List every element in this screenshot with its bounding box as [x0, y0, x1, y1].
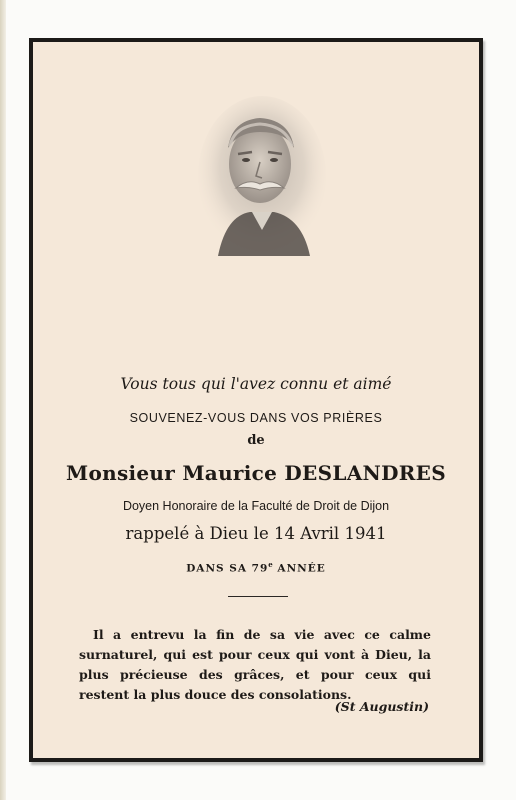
- deceased-name: Monsieur Maurice DESLANDRES: [66, 461, 446, 485]
- de-line: de: [247, 433, 265, 448]
- prayer-line: SOUVENEZ-VOUS DANS VOS PRIÈRES: [129, 411, 383, 425]
- age-suffix: ANNÉE: [277, 562, 326, 575]
- remembrance-line: Vous tous qui l'avez connu et aimé: [120, 375, 392, 393]
- death-date-line: rappelé à Dieu le 14 Avril 1941: [125, 524, 387, 543]
- divider-rule: [228, 596, 288, 597]
- portrait-photo: [198, 96, 326, 256]
- quote-attribution: (St Augustin): [334, 699, 429, 714]
- deceased-title: Doyen Honoraire de la Faculté de Droit de Dijon: [122, 499, 390, 513]
- age-line: [33, 560, 479, 575]
- age-prefix: DANS SA 79: [186, 562, 269, 575]
- quote-text: Il a entrevu la fin de sa vie avec ce calme surnaturel, qui est pour ceux qui vont à Dieu, la plus précieuse des grâces, et pour ceux qui restent la plus douce des consolations.: [79, 627, 431, 702]
- memorial-card: [29, 38, 483, 762]
- scan-left-edge: [0, 0, 6, 800]
- age-ordinal: e: [268, 560, 273, 569]
